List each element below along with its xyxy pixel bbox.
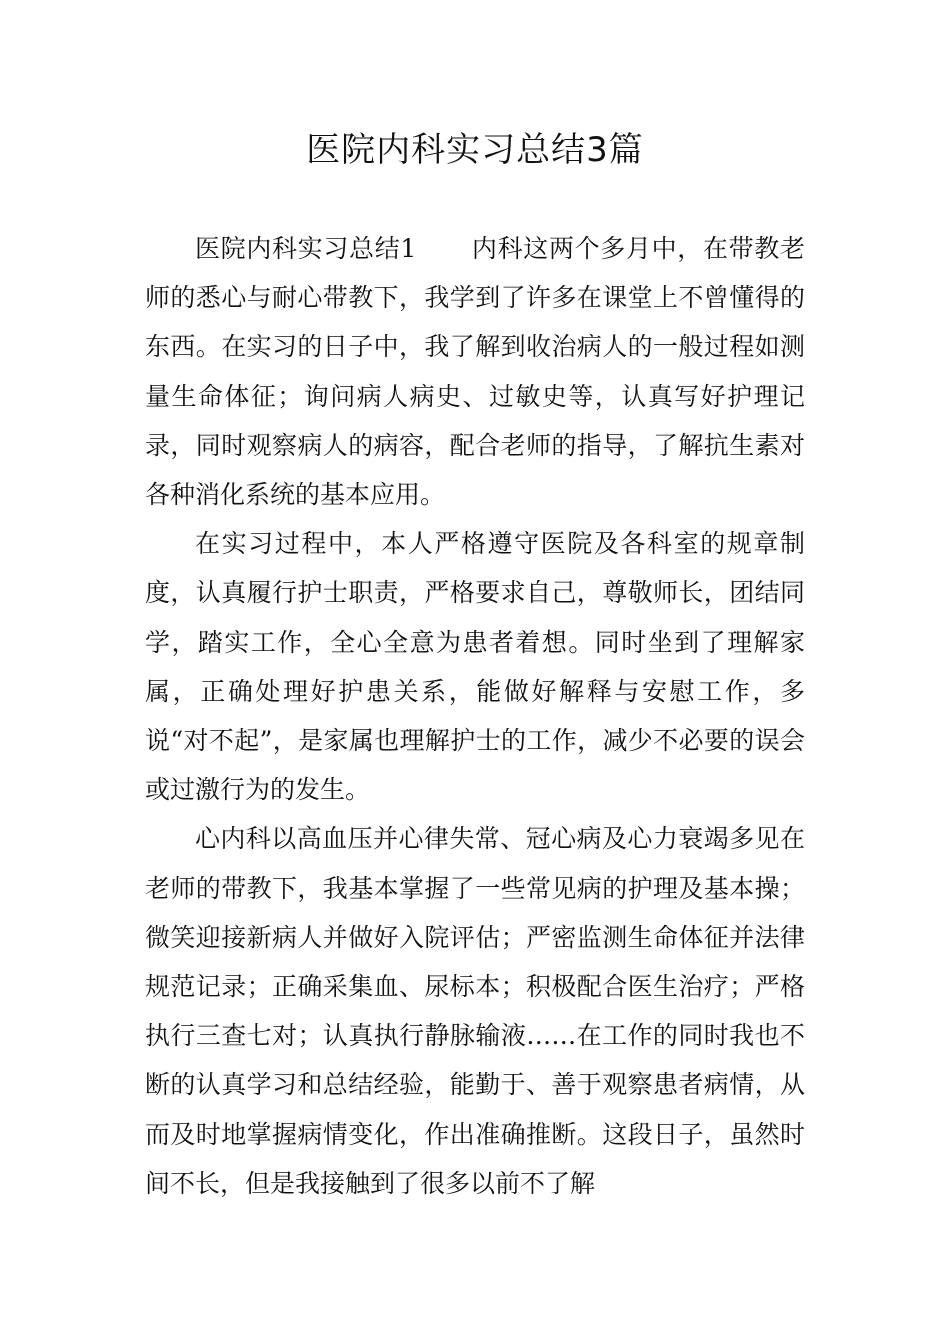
document-title: 医院内科实习总结3篇 <box>306 130 644 170</box>
paragraph-text: 内科这两个多月中，在带教老师的悉心与耐心带教下，我学到了许多在课堂上不曾懂得的东西。在实习的日子中，我了解到收治病人的一般过程如测量生命体征；询问病人病史、过敏史等，认真写好护理记录，同时观察病人的病容，配合老师的指导，了解抗生素对各种消化系统的基本应用。 <box>145 234 805 510</box>
paragraph-text: 心内科以高血压并心律失常、冠心病及心力衰竭多见在老师的带教下，我基本掌握了一些常见病的护理及基本操；微笑迎接新病人并做好入院评估；严密监测生命体征并法律规范记录；正确采集血、尿标本；积极配合医生治疗；严格执行三查七对；认真执行静脉输液……在工作的同时我也不断的认真学习和总结经验，能勤于、善于观察患者病情，从而及时地掌握病情变化，作出准确推断。这段日子，虽然时间不长，但是我接触到了很多以前不了解 <box>145 824 805 1198</box>
document-body <box>145 224 805 1208</box>
section-heading: 医院内科实习总结1 <box>195 234 417 263</box>
paragraph-1 <box>145 224 805 519</box>
paragraph-3 <box>145 814 805 1208</box>
paragraph-text: 在实习过程中，本人严格遵守医院及各科室的规章制度，认真履行护士职责，严格要求自己，尊敬师长，团结同学，踏实工作，全心全意为患者着想。同时坐到了理解家属，正确处理好护患关系，能做好解释与安慰工作，多说“对不起”，是家属也理解护士的工作，减少不必要的误会或过激行为的发生。 <box>145 529 805 805</box>
paragraph-2 <box>145 519 805 814</box>
